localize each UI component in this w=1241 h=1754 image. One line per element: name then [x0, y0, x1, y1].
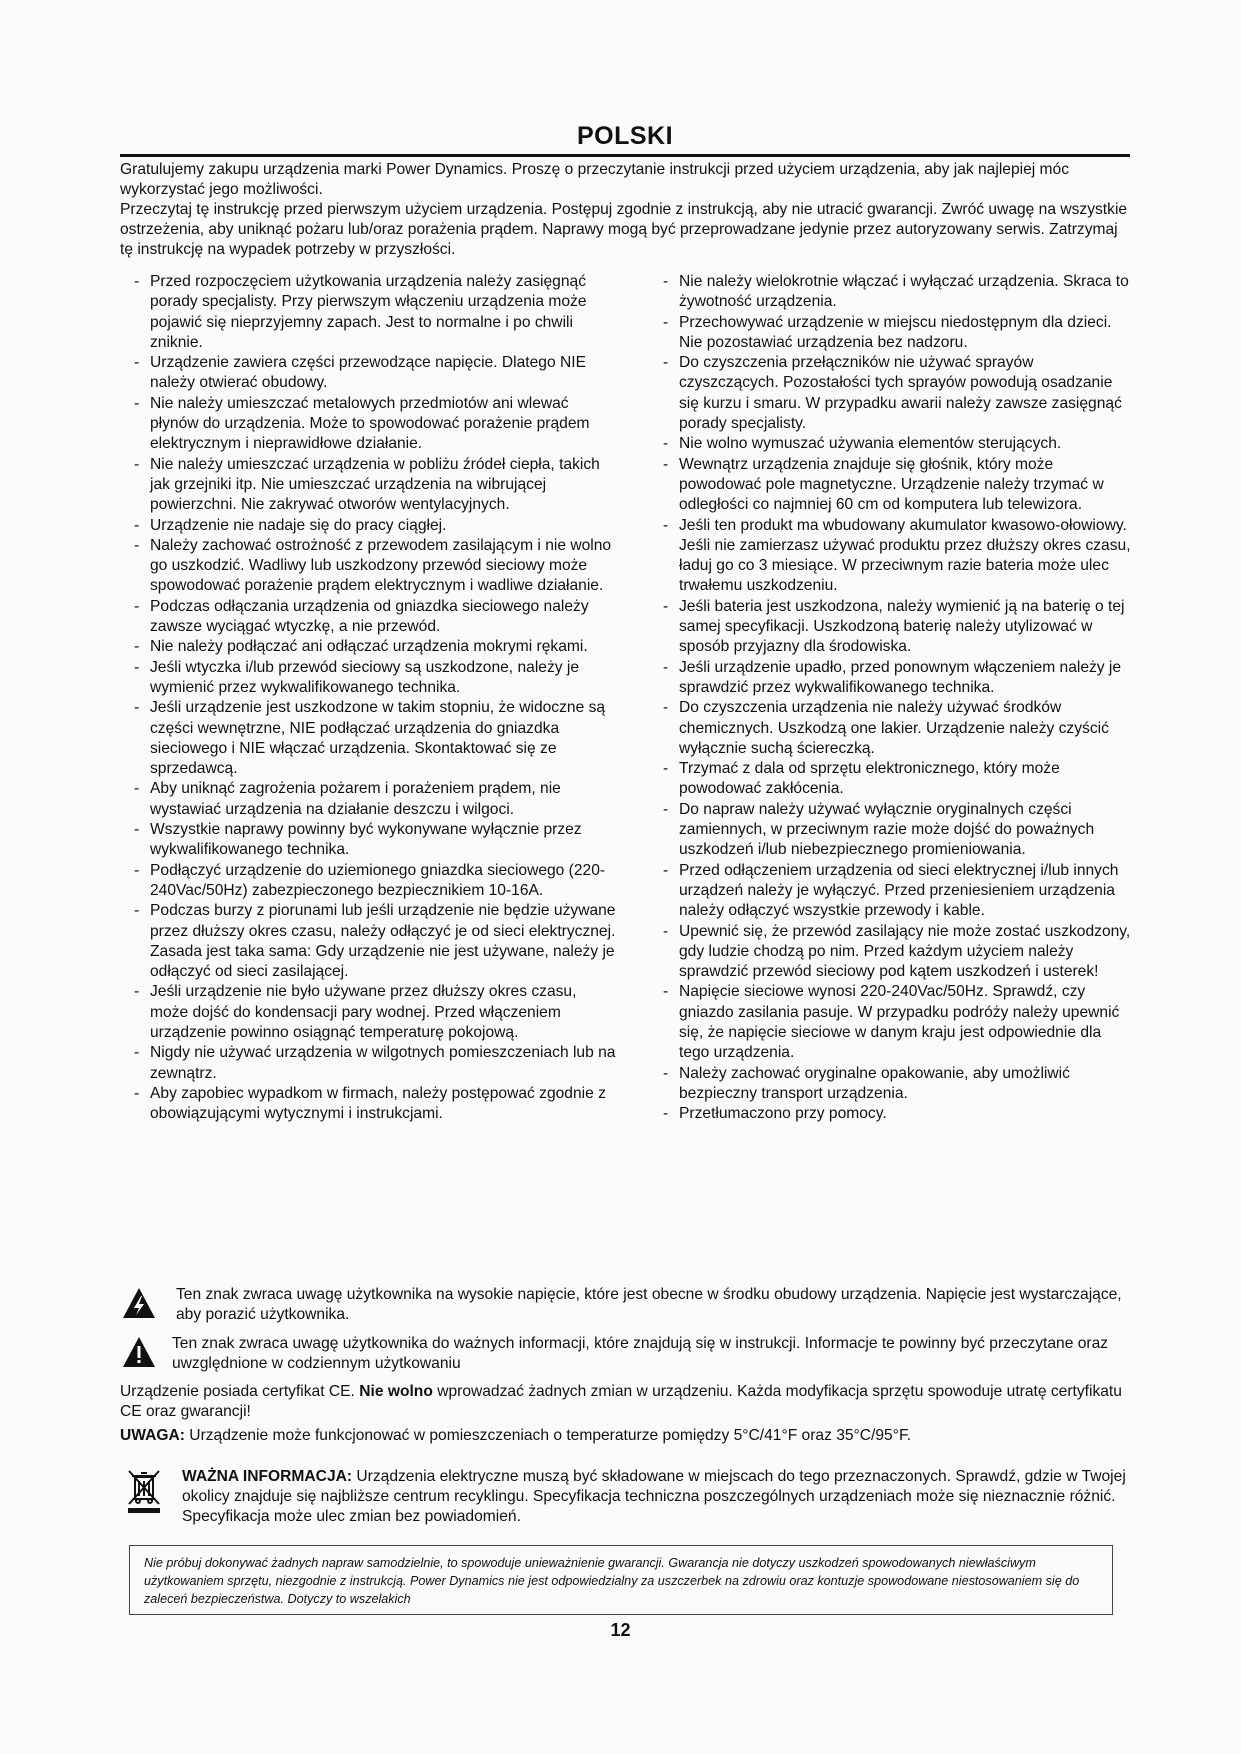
list-item: - Napięcie sieciowe wynosi 220-240Vac/50Hz. Sprawdź, czy gniazdo zasilania pasuje. W przypadku podróży należy upewnić się, że napięcie sieciowe w danym kraju jest odpowiednie dla tego urządzenia.: [661, 982, 1133, 1063]
weee-body: Urządzenia elektryczne muszą być składowane w miejscach do tego przeznaczonych. Sprawdź, gdzie w Twojej okolicy znajduje się najbliższe centrum recyklingu. Specyfikacja techniczna poszczególnych urządzeniach może się nieznacznie różnić. Specyfikacja może ulec zmian bez powiadomień.: [182, 1468, 1126, 1525]
list-item: - Urządzenie zawiera części przewodzące napięcie. Dlatego NIE należy otwierać obudowy.: [132, 353, 617, 394]
list-item: - Przetłumaczono przy pomocy.: [661, 1104, 1133, 1124]
list-item: - Aby zapobiec wypadkom w firmach, należy postępować zgodnie z obowiązującymi wytycznymi i instrukcjami.: [132, 1084, 617, 1125]
list-item: - Podczas burzy z piorunami lub jeśli urządzenie nie będzie używane przez dłuższy okres czasu, należy odłączyć je od sieci elektrycznej. Zasada jest taka sama: Gdy urządzenie nie jest używane, należy je odłączyć od sieci zasilającej.: [132, 901, 617, 982]
high-voltage-text: Ten znak zwraca uwagę użytkownika na wysokie napięcie, które jest obecne w środku obudowy urządzenia. Napięcie jest wystarczające, aby porazić użytkownika.: [176, 1286, 1122, 1323]
list-item: - Urządzenie nie nadaje się do pracy ciągłej.: [132, 516, 617, 536]
list-item: - Nigdy nie używać urządzenia w wilgotnych pomieszczeniach lub na zewnątrz.: [132, 1043, 617, 1084]
list-item: - Do czyszczenia przełączników nie używać sprayów czyszczących. Pozostałości tych sprayów powodują osadzanie się kurzu i smaru. W przypadku awarii należy zawsze zasięgnąć porady specjalisty.: [661, 353, 1133, 434]
safety-list-right: [661, 272, 1133, 1124]
ce-certificate-text: [120, 1382, 1130, 1422]
high-voltage-warning-icon: [122, 1287, 156, 1325]
list-item: - Trzymać z dala od sprzętu elektronicznego, który może powodować zakłócenia.: [661, 759, 1133, 800]
weee-crossed-bin-icon: [124, 1467, 164, 1521]
list-item: - Jeśli urządzenie upadło, przed ponownym włączeniem należy je sprawdzić przez wykwalifikowanego technika.: [661, 658, 1133, 699]
list-item: - Wewnątrz urządzenia znajduje się głośnik, który może powodować pole magnetyczne. Urządzenie należy trzymać w odległości co najmniej 60 cm od komputera lub telewizora.: [661, 455, 1133, 516]
list-item: - Wszystkie naprawy powinny być wykonywane wyłącznie przez wykwalifikowanego technika.: [132, 820, 617, 861]
list-item: - Nie wolno wymuszać używania elementów sterujących.: [661, 434, 1133, 454]
list-item: - Jeśli bateria jest uszkodzona, należy wymienić ją na baterię o tej samej specyfikacji. Uszkodzoną baterię należy utylizować w sposób przyjazny dla środowiska.: [661, 597, 1133, 658]
list-item: - Przed rozpoczęciem użytkowania urządzenia należy zasięgnąć porady specjalisty. Przy pierwszym włączeniu urządzenia może pojawić się nieprzyjemny zapach. Jest to normalne i po chwili zniknie.: [132, 272, 617, 353]
ce-text-before: Urządzenie posiada certyfikat CE.: [120, 1383, 360, 1400]
list-item: - Do napraw należy używać wyłącznie oryginalnych części zamiennych, w przeciwnym razie może dojść do poważnych uszkodzeń i/lub niebezpiecznego promieniowania.: [661, 800, 1133, 861]
title-rule: [120, 154, 1130, 157]
warranty-disclaimer: Nie próbuj dokonywać żadnych napraw samodzielnie, to spowoduje unieważnienie gwarancji. Gwarancja nie dotyczy uszkodzeń spowodowanych niewłaściwym użytkowaniem sprzętu, niezgodnie z instrukcją. Power Dynamics nie jest odpowiedzialny za uszczerbek na zdrowiu oraz kontuzje spowodowane niestosowaniem się do zaleceń bezpieczeństwa. Dotyczy to wszelakich: [129, 1545, 1113, 1615]
list-item: - Przechowywać urządzenie w miejscu niedostępnym dla dzieci. Nie pozostawiać urządzenia bez nadzoru.: [661, 313, 1133, 354]
list-item: - Nie należy wielokrotnie włączać i wyłączać urządzenia. Skraca to żywotność urządzenia.: [661, 272, 1133, 313]
ce-text-after: wprowadzać żadnych zmian w urządzeniu. Każda modyfikacja sprzętu spowoduje utratę certyfikatu CE oraz gwarancji!: [120, 1383, 1122, 1420]
list-item: - Należy zachować ostrożność z przewodem zasilającym i nie wolno go uszkodzić. Wadliwy lub uszkodzony przewód sieciowy może spowodować porażenie prądem elektrycznym i wadliwe działanie.: [132, 536, 617, 597]
list-item: - Podczas odłączania urządzenia od gniazdka sieciowego należy zawsze wyciągać wtyczkę, a nie przewód.: [132, 597, 617, 638]
list-item: - Podłączyć urządzenie do uziemionego gniazdka sieciowego (220-240Vac/50Hz) zabezpieczonego bezpiecznikiem 10-16A.: [132, 861, 617, 902]
weee-text: [182, 1467, 1132, 1527]
list-item: - Jeśli urządzenie nie było używane przez dłuższy okres czasu, może dojść do kondensacji pary wodnej. Przed włączeniem urządzenie powinno osiągnąć temperaturę pokojową.: [132, 982, 617, 1043]
page-title: POLSKI: [576, 122, 674, 150]
list-item: - Jeśli wtyczka i/lub przewód sieciowy są uszkodzone, należy je wymienić przez wykwalifikowanego technika.: [132, 658, 617, 699]
list-item: - Do czyszczenia urządzenia nie należy używać środków chemicznych. Uszkodzą one lakier. Urządzenie należy czyścić wyłącznie suchą ściereczką.: [661, 698, 1133, 759]
list-item: - Nie należy podłączać ani odłączać urządzenia mokrymi rękami.: [132, 637, 617, 657]
intro-paragraph-1: Gratulujemy zakupu urządzenia marki Power Dynamics. Proszę o przeczytanie instrukcji przed użyciem urządzenia, aby jak najlepiej móc wykorzystać jego możliwości.: [120, 161, 1070, 198]
ce-text-bold: Nie wolno: [359, 1383, 433, 1400]
list-item: - Jeśli ten produkt ma wbudowany akumulator kwasowo-ołowiowy. Jeśli nie zamierzasz używać produktu przez dłuższy okres czasu, ładuj go co 3 miesiące. W przeciwnym razie bateria może ulec trwałemu uszkodzeniu.: [661, 516, 1133, 597]
uwaga-label: UWAGA:: [120, 1427, 185, 1444]
list-item: - Jeśli urządzenie jest uszkodzone w takim stopniu, że widoczne są części wewnętrzne, NIE podłączać urządzenia do gniazdka sieciowego i NIE włączać urządzenia. Skontaktować się ze sprzedawcą.: [132, 698, 617, 779]
safety-list-left: [132, 272, 617, 1124]
list-item: - Upewnić się, że przewód zasilający nie może zostać uszkodzony, gdy ludzie chodzą po nim. Przed każdym użyciem należy sprawdzić przewód sieciowy pod kątem uszkodzeń i usterek!: [661, 922, 1133, 983]
intro-paragraph-2: Przeczytaj tę instrukcję przed pierwszym użyciem urządzenia. Postępuj zgodnie z instrukcją, aby nie utracić gwarancji. Zwróć uwagę na wszystkie ostrzeżenia, aby uniknąć pożaru lub/oraz porażenia prądem. Naprawy mogą być przeprowadzane jedynie przez autoryzowany serwis. Zatrzymaj tę instrukcję na wypadek potrzeby w przyszłości.: [120, 201, 1128, 258]
list-item: - Aby uniknąć zagrożenia pożarem i porażeniem prądem, nie wystawiać urządzenia na działanie deszczu i wilgoci.: [132, 779, 617, 820]
list-item: - Nie należy umieszczać metalowych przedmiotów ani wlewać płynów do urządzenia. Może to spowodować porażenie prądem elektrycznym i nieprawidłowe działanie.: [132, 394, 617, 455]
intro: [120, 160, 1130, 260]
temperature-warning: [120, 1426, 1130, 1446]
exclamation-warning-icon: [122, 1336, 156, 1374]
uwaga-text: Urządzenie może funkcjonować w pomieszczeniach o temperaturze pomiędzy 5°C/41°F oraz 35°C/95°F.: [184, 1427, 912, 1444]
page-number: 12: [610, 1620, 631, 1640]
important-info-text: Ten znak zwraca uwagę użytkownika do ważnych informacji, które znajdują się w instrukcji. Informacje te powinny być przeczytane oraz uwzględnione w codziennym użytkowaniu: [172, 1335, 1109, 1372]
list-item: - Nie należy umieszczać urządzenia w pobliżu źródeł ciepła, takich jak grzejniki itp. Nie umieszczać urządzenia na wibrującej powierzchni. Nie zakrywać otworów wentylacyjnych.: [132, 455, 617, 516]
weee-label: WAŻNA INFORMACJA:: [182, 1468, 353, 1485]
list-item: - Należy zachować oryginalne opakowanie, aby umożliwić bezpieczny transport urządzenia.: [661, 1064, 1133, 1105]
list-item: - Przed odłączeniem urządzenia od sieci elektrycznej i/lub innych urządzeń należy je wyłączyć. Przed przeniesieniem urządzenia należy odłączyć wszystkie przewody i kable.: [661, 861, 1133, 922]
